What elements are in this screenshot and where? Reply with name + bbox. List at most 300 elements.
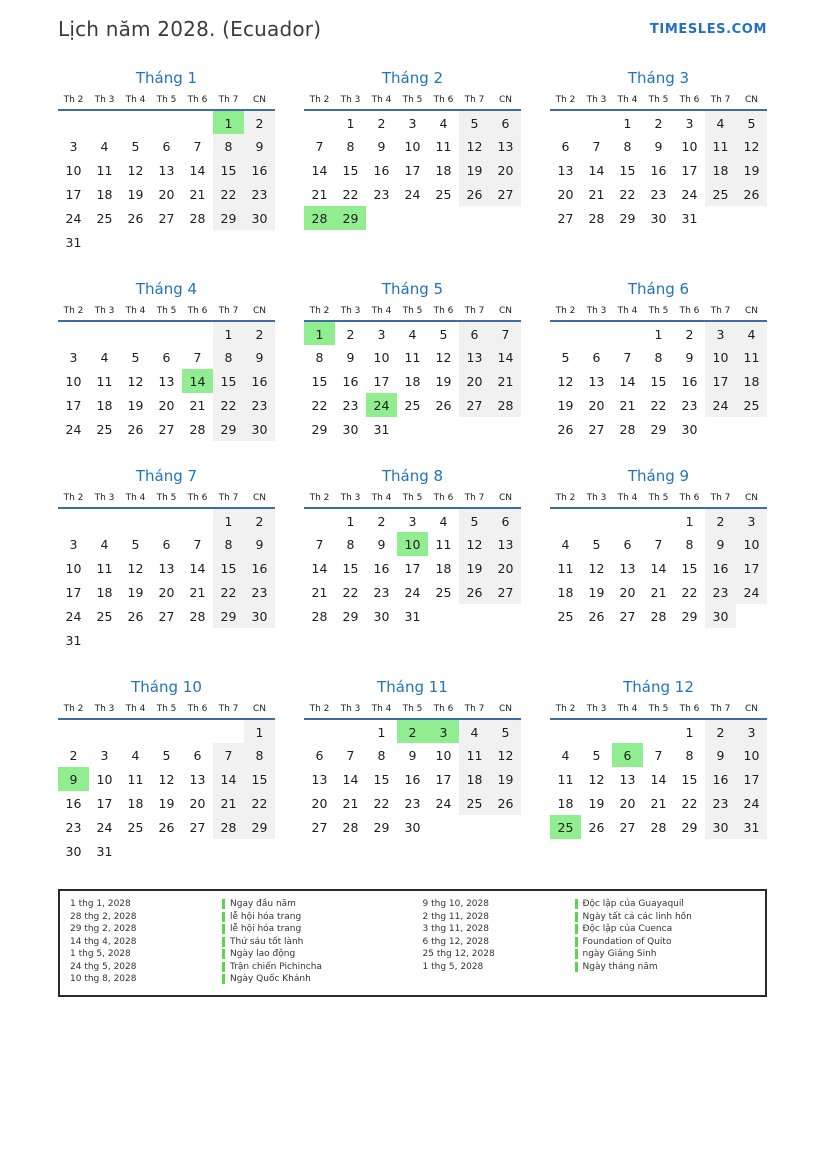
day-cell: 7 xyxy=(623,349,632,365)
day-cell: 18 xyxy=(435,162,452,178)
day-cell: 25 xyxy=(557,608,574,624)
weekend-day-cell: 23 xyxy=(705,580,736,604)
weekend-day-cell: 14 xyxy=(213,767,244,791)
weekday-label: Th 3 xyxy=(586,95,607,105)
day-cell: 30 xyxy=(342,421,359,437)
day-cell: 3 xyxy=(377,327,386,342)
weekend-day-cell: 2 xyxy=(244,110,275,134)
empty-cell xyxy=(705,206,736,230)
holiday-name: Ngay đầu năm xyxy=(230,899,296,910)
month-table xyxy=(550,94,767,230)
weekday-label: Th 7 xyxy=(464,493,485,503)
day-cell: 17 xyxy=(65,186,82,202)
empty-cell xyxy=(550,110,581,134)
day-cell: 16 xyxy=(373,560,390,576)
weekday-label: Th 6 xyxy=(679,704,700,714)
weekend-day-cell: 31 xyxy=(736,815,767,839)
month-title: Tháng 8 xyxy=(381,467,444,485)
weekday-label: Th 4 xyxy=(125,704,146,714)
empty-cell xyxy=(120,321,151,345)
day-cell: 27 xyxy=(311,819,328,835)
month-10 xyxy=(58,678,275,863)
day-cell: 26 xyxy=(557,421,574,437)
month-table xyxy=(58,305,275,441)
month-1 xyxy=(58,69,275,254)
weekend-day-cell: 21 xyxy=(490,369,521,393)
weekend-day-cell: 28 xyxy=(490,393,521,417)
empty-cell xyxy=(459,815,490,839)
empty-cell xyxy=(213,628,244,652)
day-cell: 5 xyxy=(561,349,570,365)
day-cell: 4 xyxy=(439,116,448,131)
day-cell: 14 xyxy=(588,162,605,178)
holiday-date: 1 thg 1, 2028 xyxy=(70,899,131,910)
weekend-day-cell: 20 xyxy=(459,369,490,393)
day-cell: 1 xyxy=(685,514,694,529)
month-table xyxy=(58,94,275,254)
day-cell: 14 xyxy=(650,560,667,576)
day-cell: 19 xyxy=(588,795,605,811)
weekday-label: Th 6 xyxy=(187,95,208,105)
day-cell: 12 xyxy=(127,162,144,178)
day-cell: 30 xyxy=(65,843,82,859)
day-cell: 10 xyxy=(404,138,421,154)
weekday-label: CN xyxy=(744,306,759,316)
day-cell: 18 xyxy=(96,186,113,202)
weekday-label: Th 4 xyxy=(371,493,392,503)
weekday-label: Th 5 xyxy=(402,704,423,714)
day-cell: 30 xyxy=(650,210,667,226)
day-cell: 28 xyxy=(588,210,605,226)
weekend-day-cell: 15 xyxy=(213,158,244,182)
empty-cell xyxy=(304,508,335,532)
day-cell: 3 xyxy=(408,116,417,131)
day-cell: 4 xyxy=(408,327,417,342)
weekday-label: Th 4 xyxy=(617,95,638,105)
holiday-day-cell: 9 xyxy=(58,767,89,791)
empty-cell xyxy=(490,815,521,839)
day-cell: 18 xyxy=(96,397,113,413)
weekday-label: Th 3 xyxy=(340,306,361,316)
weekend-day-cell: 24 xyxy=(736,791,767,815)
day-cell: 20 xyxy=(311,795,328,811)
empty-cell xyxy=(213,230,244,254)
month-6 xyxy=(550,280,767,441)
empty-cell xyxy=(459,206,490,230)
day-cell: 15 xyxy=(342,162,359,178)
weekday-label: Th 5 xyxy=(156,306,177,316)
day-cell: 24 xyxy=(65,608,82,624)
day-cell: 22 xyxy=(619,186,636,202)
weekday-label: CN xyxy=(744,95,759,105)
day-cell: 2 xyxy=(346,327,355,342)
weekend-day-cell: 22 xyxy=(213,580,244,604)
weekend-day-cell: 27 xyxy=(490,182,521,206)
month-4 xyxy=(58,280,275,441)
day-cell: 24 xyxy=(65,210,82,226)
day-cell: 8 xyxy=(685,536,694,552)
day-cell: 11 xyxy=(96,162,113,178)
day-cell: 15 xyxy=(342,560,359,576)
holiday-entry xyxy=(70,898,413,911)
day-cell: 1 xyxy=(346,514,355,529)
weekday-label: Th 2 xyxy=(63,306,84,316)
weekday-label: CN xyxy=(744,704,759,714)
day-cell: 22 xyxy=(650,397,667,413)
day-cell: 1 xyxy=(623,116,632,131)
day-cell: 13 xyxy=(619,560,636,576)
empty-cell xyxy=(213,719,244,743)
month-table xyxy=(304,305,521,441)
holiday-day-cell: 6 xyxy=(612,743,643,767)
weekend-day-cell: 5 xyxy=(736,110,767,134)
weekend-day-cell: 21 xyxy=(213,791,244,815)
weekend-day-cell: 5 xyxy=(459,508,490,532)
weekday-label: Th 5 xyxy=(156,95,177,105)
month-title: Tháng 11 xyxy=(377,678,448,696)
holiday-marker-icon xyxy=(222,974,225,984)
day-cell: 31 xyxy=(404,608,421,624)
day-cell: 11 xyxy=(557,560,574,576)
day-cell: 1 xyxy=(654,327,663,342)
day-cell: 26 xyxy=(588,819,605,835)
day-cell: 22 xyxy=(342,584,359,600)
weekday-label: Th 3 xyxy=(94,95,115,105)
day-cell: 21 xyxy=(650,584,667,600)
empty-cell xyxy=(244,628,275,652)
month-table xyxy=(304,94,521,230)
day-cell: 17 xyxy=(404,560,421,576)
day-cell: 20 xyxy=(557,186,574,202)
day-cell: 4 xyxy=(561,747,570,763)
weekday-label: Th 7 xyxy=(218,704,239,714)
weekend-day-cell: 2 xyxy=(705,719,736,743)
empty-cell xyxy=(335,719,366,743)
day-cell: 13 xyxy=(158,162,175,178)
empty-cell xyxy=(550,321,581,345)
month-title: Tháng 4 xyxy=(135,280,198,298)
month-table xyxy=(58,703,275,863)
day-cell: 17 xyxy=(404,162,421,178)
day-cell: 21 xyxy=(311,584,328,600)
weekend-day-cell: 9 xyxy=(705,532,736,556)
empty-cell xyxy=(182,839,213,863)
holiday-day-cell: 2 xyxy=(397,719,428,743)
day-cell: 31 xyxy=(65,234,82,250)
weekend-day-cell: 19 xyxy=(459,158,490,182)
holiday-name: Ngày Quốc Khánh xyxy=(230,974,311,985)
day-cell: 29 xyxy=(342,608,359,624)
weekday-label: Th 4 xyxy=(371,704,392,714)
day-cell: 7 xyxy=(346,747,355,763)
weekday-label: Th 5 xyxy=(648,306,669,316)
day-cell: 11 xyxy=(127,771,144,787)
empty-cell xyxy=(58,110,89,134)
day-cell: 9 xyxy=(408,747,417,763)
weekday-label: Th 2 xyxy=(555,95,576,105)
day-cell: 27 xyxy=(557,210,574,226)
weekend-day-cell: 18 xyxy=(459,767,490,791)
weekday-label: Th 4 xyxy=(125,95,146,105)
day-cell: 22 xyxy=(681,795,698,811)
weekend-day-cell: 18 xyxy=(736,369,767,393)
empty-cell xyxy=(581,719,612,743)
day-cell: 10 xyxy=(681,138,698,154)
day-cell: 31 xyxy=(96,843,113,859)
empty-cell xyxy=(120,230,151,254)
day-cell: 13 xyxy=(619,771,636,787)
weekday-label: CN xyxy=(498,306,513,316)
weekday-label: Th 5 xyxy=(156,493,177,503)
day-cell: 4 xyxy=(100,536,109,552)
day-cell: 16 xyxy=(650,162,667,178)
day-cell: 24 xyxy=(96,819,113,835)
day-cell: 2 xyxy=(377,514,386,529)
weekday-label: CN xyxy=(252,493,267,503)
weekend-day-cell: 24 xyxy=(705,393,736,417)
day-cell: 24 xyxy=(404,186,421,202)
day-cell: 2 xyxy=(685,327,694,342)
day-cell: 8 xyxy=(654,349,663,365)
weekend-day-cell: 9 xyxy=(244,345,275,369)
weekday-label: Th 4 xyxy=(125,306,146,316)
month-7 xyxy=(58,467,275,652)
day-cell: 11 xyxy=(96,373,113,389)
empty-cell xyxy=(58,508,89,532)
day-cell: 9 xyxy=(654,138,663,154)
weekday-label: Th 6 xyxy=(433,95,454,105)
day-cell: 19 xyxy=(127,584,144,600)
month-12 xyxy=(550,678,767,839)
empty-cell xyxy=(182,628,213,652)
holiday-day-cell: 3 xyxy=(428,719,459,743)
day-cell: 1 xyxy=(346,116,355,131)
weekday-label: Th 7 xyxy=(218,493,239,503)
day-cell: 7 xyxy=(315,536,324,552)
empty-cell xyxy=(490,206,521,230)
weekday-label: Th 6 xyxy=(433,704,454,714)
weekday-label: Th 5 xyxy=(402,306,423,316)
holiday-entry xyxy=(70,911,413,924)
holiday-date: 9 thg 10, 2028 xyxy=(422,899,489,910)
day-cell: 23 xyxy=(404,795,421,811)
day-cell: 28 xyxy=(189,421,206,437)
day-cell: 26 xyxy=(588,608,605,624)
weekday-label: Th 7 xyxy=(710,95,731,105)
day-cell: 29 xyxy=(373,819,390,835)
day-cell: 21 xyxy=(650,795,667,811)
empty-cell xyxy=(490,604,521,628)
weekend-day-cell: 14 xyxy=(490,345,521,369)
holiday-marker-icon xyxy=(222,949,225,959)
weekend-day-cell: 8 xyxy=(213,532,244,556)
month-11 xyxy=(304,678,521,839)
day-cell: 15 xyxy=(650,373,667,389)
weekend-day-cell: 15 xyxy=(244,767,275,791)
day-cell: 27 xyxy=(158,210,175,226)
empty-cell xyxy=(151,839,182,863)
weekend-day-cell: 4 xyxy=(705,110,736,134)
day-cell: 6 xyxy=(592,349,601,365)
holiday-marker-icon xyxy=(222,912,225,922)
day-cell: 22 xyxy=(311,397,328,413)
day-cell: 29 xyxy=(681,819,698,835)
empty-cell xyxy=(89,719,120,743)
weekday-label: Th 2 xyxy=(555,704,576,714)
day-cell: 28 xyxy=(189,210,206,226)
weekend-day-cell: 26 xyxy=(490,791,521,815)
weekend-day-cell: 19 xyxy=(459,556,490,580)
empty-cell xyxy=(89,628,120,652)
empty-cell xyxy=(213,839,244,863)
day-cell: 27 xyxy=(619,819,636,835)
day-cell: 25 xyxy=(435,186,452,202)
holiday-marker-icon xyxy=(575,937,578,947)
day-cell: 27 xyxy=(619,608,636,624)
day-cell: 25 xyxy=(404,397,421,413)
holiday-name: Trận chiến Pichincha xyxy=(230,961,322,972)
empty-cell xyxy=(304,110,335,134)
holiday-date: 14 thg 4, 2028 xyxy=(70,936,137,947)
day-cell: 8 xyxy=(377,747,386,763)
holidays-legend xyxy=(58,889,767,997)
empty-cell xyxy=(581,321,612,345)
weekday-label: CN xyxy=(252,95,267,105)
weekend-day-cell: 22 xyxy=(213,393,244,417)
month-title: Tháng 7 xyxy=(135,467,198,485)
brand-link[interactable]: TIMESLES.COM xyxy=(649,22,767,37)
day-cell: 11 xyxy=(557,771,574,787)
empty-cell xyxy=(736,604,767,628)
day-cell: 18 xyxy=(557,795,574,811)
weekday-label: Th 2 xyxy=(63,704,84,714)
day-cell: 16 xyxy=(342,373,359,389)
holiday-name: Ngày tất cả các linh hồn xyxy=(582,911,692,922)
holiday-day-cell: 28 xyxy=(304,206,335,230)
weekend-day-cell: 12 xyxy=(490,743,521,767)
month-9 xyxy=(550,467,767,628)
day-cell: 22 xyxy=(342,186,359,202)
day-cell: 10 xyxy=(65,373,82,389)
day-cell: 25 xyxy=(96,210,113,226)
day-cell: 25 xyxy=(435,584,452,600)
holiday-entry xyxy=(423,911,766,924)
empty-cell xyxy=(89,508,120,532)
empty-cell xyxy=(459,604,490,628)
weekend-day-cell: 3 xyxy=(736,508,767,532)
weekend-day-cell: 3 xyxy=(736,719,767,743)
day-cell: 7 xyxy=(654,747,663,763)
month-table xyxy=(58,492,275,652)
day-cell: 12 xyxy=(127,373,144,389)
day-cell: 7 xyxy=(592,138,601,154)
weekend-day-cell: 9 xyxy=(244,134,275,158)
day-cell: 6 xyxy=(162,536,171,552)
day-cell: 29 xyxy=(619,210,636,226)
day-cell: 5 xyxy=(131,138,140,154)
day-cell: 1 xyxy=(685,725,694,740)
weekend-day-cell: 22 xyxy=(244,791,275,815)
weekend-day-cell: 2 xyxy=(705,508,736,532)
day-cell: 6 xyxy=(162,349,171,365)
empty-cell xyxy=(550,719,581,743)
weekday-label: Th 6 xyxy=(187,493,208,503)
weekend-day-cell: 17 xyxy=(736,556,767,580)
day-cell: 28 xyxy=(189,608,206,624)
holiday-name: Thứ sáu tốt lành xyxy=(230,936,304,947)
month-3 xyxy=(550,69,767,230)
weekend-day-cell: 19 xyxy=(736,158,767,182)
empty-cell xyxy=(120,110,151,134)
day-cell: 27 xyxy=(158,421,175,437)
weekend-day-cell: 15 xyxy=(213,369,244,393)
day-cell: 12 xyxy=(158,771,175,787)
weekend-day-cell: 8 xyxy=(244,743,275,767)
day-cell: 13 xyxy=(311,771,328,787)
day-cell: 23 xyxy=(681,397,698,413)
day-cell: 28 xyxy=(650,819,667,835)
holiday-date: 1 thg 5, 2028 xyxy=(70,949,131,960)
day-cell: 15 xyxy=(311,373,328,389)
day-cell: 5 xyxy=(439,327,448,342)
day-cell: 3 xyxy=(69,138,78,154)
day-cell: 31 xyxy=(65,632,82,648)
weekend-day-cell: 6 xyxy=(490,508,521,532)
weekend-day-cell: 16 xyxy=(244,158,275,182)
weekday-label: Th 6 xyxy=(433,493,454,503)
weekday-label: Th 7 xyxy=(710,704,731,714)
weekend-day-cell: 9 xyxy=(244,532,275,556)
weekend-day-cell: 13 xyxy=(459,345,490,369)
day-cell: 5 xyxy=(131,536,140,552)
weekend-day-cell: 26 xyxy=(736,182,767,206)
weekday-label: CN xyxy=(252,704,267,714)
weekday-label: Th 6 xyxy=(679,306,700,316)
day-cell: 26 xyxy=(127,421,144,437)
weekend-day-cell: 6 xyxy=(490,110,521,134)
day-cell: 14 xyxy=(311,162,328,178)
weekend-day-cell: 17 xyxy=(736,767,767,791)
month-8 xyxy=(304,467,521,628)
day-cell: 15 xyxy=(681,771,698,787)
empty-cell xyxy=(366,206,397,230)
day-cell: 15 xyxy=(619,162,636,178)
weekday-label: Th 3 xyxy=(340,704,361,714)
day-cell: 5 xyxy=(592,536,601,552)
day-cell: 16 xyxy=(681,373,698,389)
month-5 xyxy=(304,280,521,441)
day-cell: 12 xyxy=(127,560,144,576)
day-cell: 14 xyxy=(342,771,359,787)
day-cell: 3 xyxy=(100,747,109,763)
day-cell: 19 xyxy=(588,584,605,600)
day-cell: 11 xyxy=(435,138,452,154)
weekday-label: Th 6 xyxy=(433,306,454,316)
day-cell: 7 xyxy=(654,536,663,552)
weekend-day-cell: 5 xyxy=(459,110,490,134)
day-cell: 25 xyxy=(96,421,113,437)
day-cell: 27 xyxy=(158,608,175,624)
weekend-day-cell: 19 xyxy=(490,767,521,791)
weekend-day-cell: 29 xyxy=(244,815,275,839)
holiday-date: 1 thg 5, 2028 xyxy=(422,961,484,972)
holiday-marker-icon xyxy=(222,937,225,947)
day-cell: 13 xyxy=(189,771,206,787)
weekend-day-cell: 12 xyxy=(736,134,767,158)
day-cell: 4 xyxy=(100,138,109,154)
empty-cell xyxy=(428,417,459,441)
weekend-day-cell: 23 xyxy=(244,182,275,206)
